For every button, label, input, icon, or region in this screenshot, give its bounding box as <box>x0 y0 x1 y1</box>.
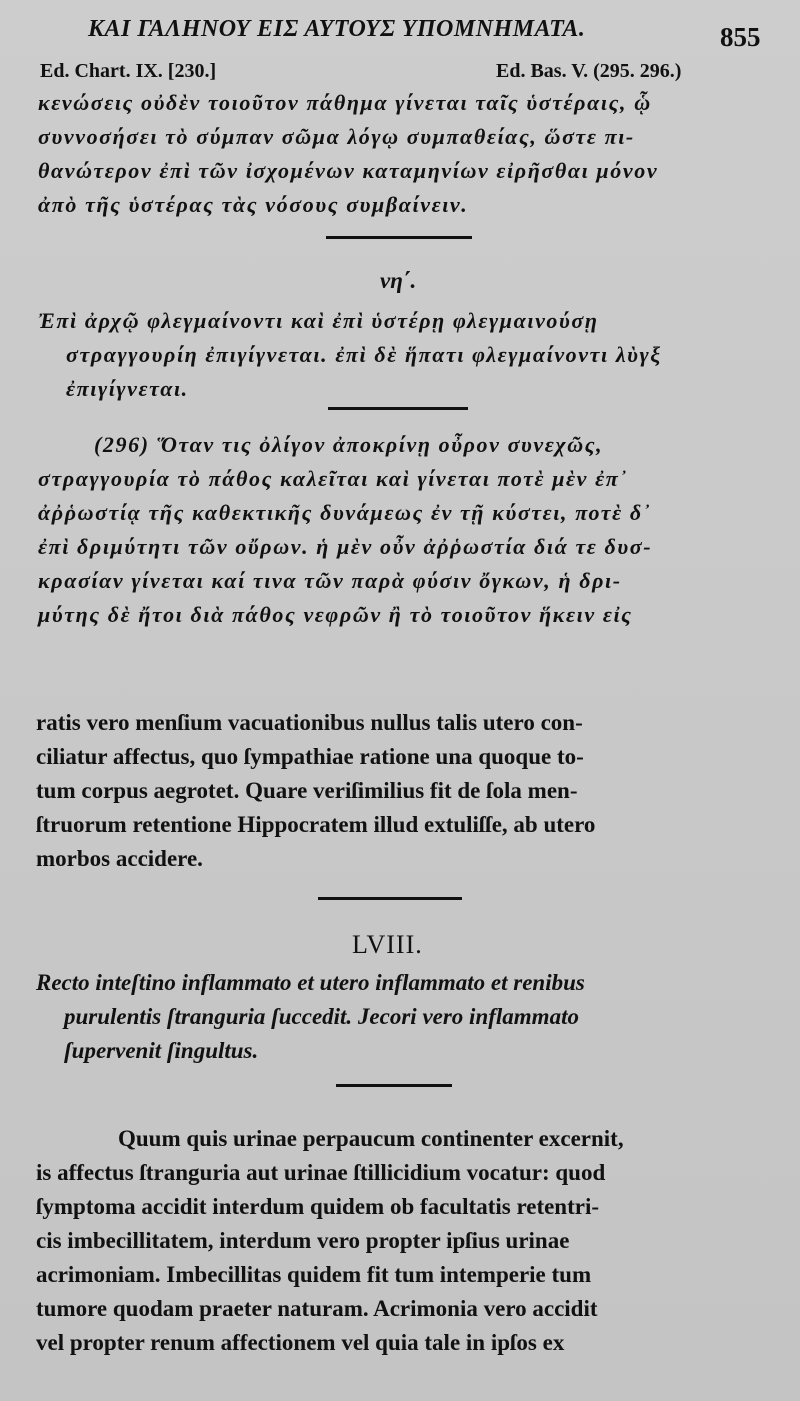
greek-commentary <box>38 428 652 632</box>
text-line: ſupervenit ſingultus. <box>64 1038 259 1063</box>
section-divider <box>336 1084 452 1087</box>
text-line: purulentis ſtranguria ſuccedit. Jecori vero inflammato <box>64 1004 579 1029</box>
page-number: 855 <box>720 22 761 52</box>
text-line: ſymptoma accidit interdum quidem ob facultatis retentri- <box>36 1194 600 1219</box>
edition-reference-left: Ed. Chart. IX. [230.] <box>40 60 217 82</box>
text-line: Ἐπὶ ἀρχῷ φλεγμαίνοντι καὶ ἐπὶ ὑστέρῃ φλεγμαινούσῃ <box>38 308 599 333</box>
section-divider <box>326 236 472 239</box>
latin-intro-paragraph <box>36 706 595 876</box>
text-line: cis imbecillitatem, interdum vero propter ipſius urinae <box>36 1228 570 1253</box>
latin-aphorism <box>36 966 585 1068</box>
latin-commentary <box>36 1122 624 1360</box>
text-line: Quum quis urinae perpaucum continenter excernit, <box>118 1126 624 1151</box>
text-line: κενώσεις οὐδὲν τοιοῦτον πάθημα γίνεται ταῖς ὑστέραις, ᾧ <box>38 90 652 115</box>
text-line: ἐπιγίγνεται. <box>66 376 189 401</box>
text-line: tumore quodam praeter naturam. Acrimonia vero accidit <box>36 1296 598 1321</box>
greek-aphorism <box>38 304 662 406</box>
text-line: συννοσήσει τὸ σύμπαν σῶμα λόγῳ συμπαθείας, ὥστε πι- <box>38 124 635 149</box>
greek-section-number: νη΄. <box>380 268 417 293</box>
text-line: ἀπὸ τῆς ὑστέρας τὰς νόσους συμβαίνειν. <box>38 192 469 217</box>
text-line: acrimoniam. Imbecillitas quidem fit tum intemperie tum <box>36 1262 592 1287</box>
text-line: θανώτερον ἐπὶ τῶν ἰσχομένων καταμηνίων εἰρῆσθαι μόνον <box>38 158 659 183</box>
section-divider <box>318 897 462 900</box>
latin-section-number: LVIII. <box>352 930 423 959</box>
text-line: Recto inteſtino inflammato et utero inflammato et renibus <box>36 970 585 995</box>
section-divider <box>328 407 468 410</box>
text-line: ſtruorum retentione Hippocratem illud extuliſſe, ab utero <box>36 812 596 837</box>
running-header-title: ΚΑΙ ΓΑΛΗΝΟΥ ΕΙΣ ΑΥΤΟΥΣ ΥΠΟΜΝΗΜΑΤΑ. <box>88 16 586 42</box>
text-line: ἐπὶ δριμύτητι τῶν οὔρων. ἡ μὲν οὖν ἀῤῥωστία διά τε δυσ- <box>38 534 653 559</box>
text-line: κρασίαν γίνεται καί τινα τῶν παρὰ φύσιν ὄγκων, ἡ δρι- <box>38 568 622 593</box>
greek-intro-paragraph <box>38 86 658 222</box>
text-line: morbos accidere. <box>36 846 203 871</box>
text-line: ratis vero menſium vacuationibus nullus talis utero con- <box>36 710 583 735</box>
text-line: στραγγουρία τὸ πάθος καλεῖται καὶ γίνεται ποτὲ μὲν ἐπ᾽ <box>38 466 629 491</box>
text-line: vel propter renum affectionem vel quia tale in ipſos ex <box>36 1330 565 1355</box>
text-line: is affectus ſtranguria aut urinae ſtillicidium vocatur: quod <box>36 1160 606 1185</box>
edition-reference-right: Ed. Bas. V. (295. 296.) <box>496 60 682 82</box>
text-line: ἀῤῥωστίᾳ τῆς καθεκτικῆς δυνάμεως ἐν τῇ κύστει, ποτὲ δ᾽ <box>38 500 652 525</box>
text-line: (296) Ὅταν τις ὀλίγον ἀποκρίνῃ οὖρον συνεχῶς, <box>94 432 604 457</box>
text-line: μύτης δὲ ἤτοι διὰ πάθος νεφρῶν ἢ τὸ τοιοῦτον ἥκειν εἰς <box>38 602 633 627</box>
text-line: στραγγουρίη ἐπιγίγνεται. ἐπὶ δὲ ἥπατι φλεγμαίνοντι λὺγξ <box>66 342 662 367</box>
text-line: ciliatur affectus, quo ſympathiae ratione una quoque to- <box>36 744 584 769</box>
text-line: tum corpus aegrotet. Quare veriſimilius fit de ſola men- <box>36 778 578 803</box>
